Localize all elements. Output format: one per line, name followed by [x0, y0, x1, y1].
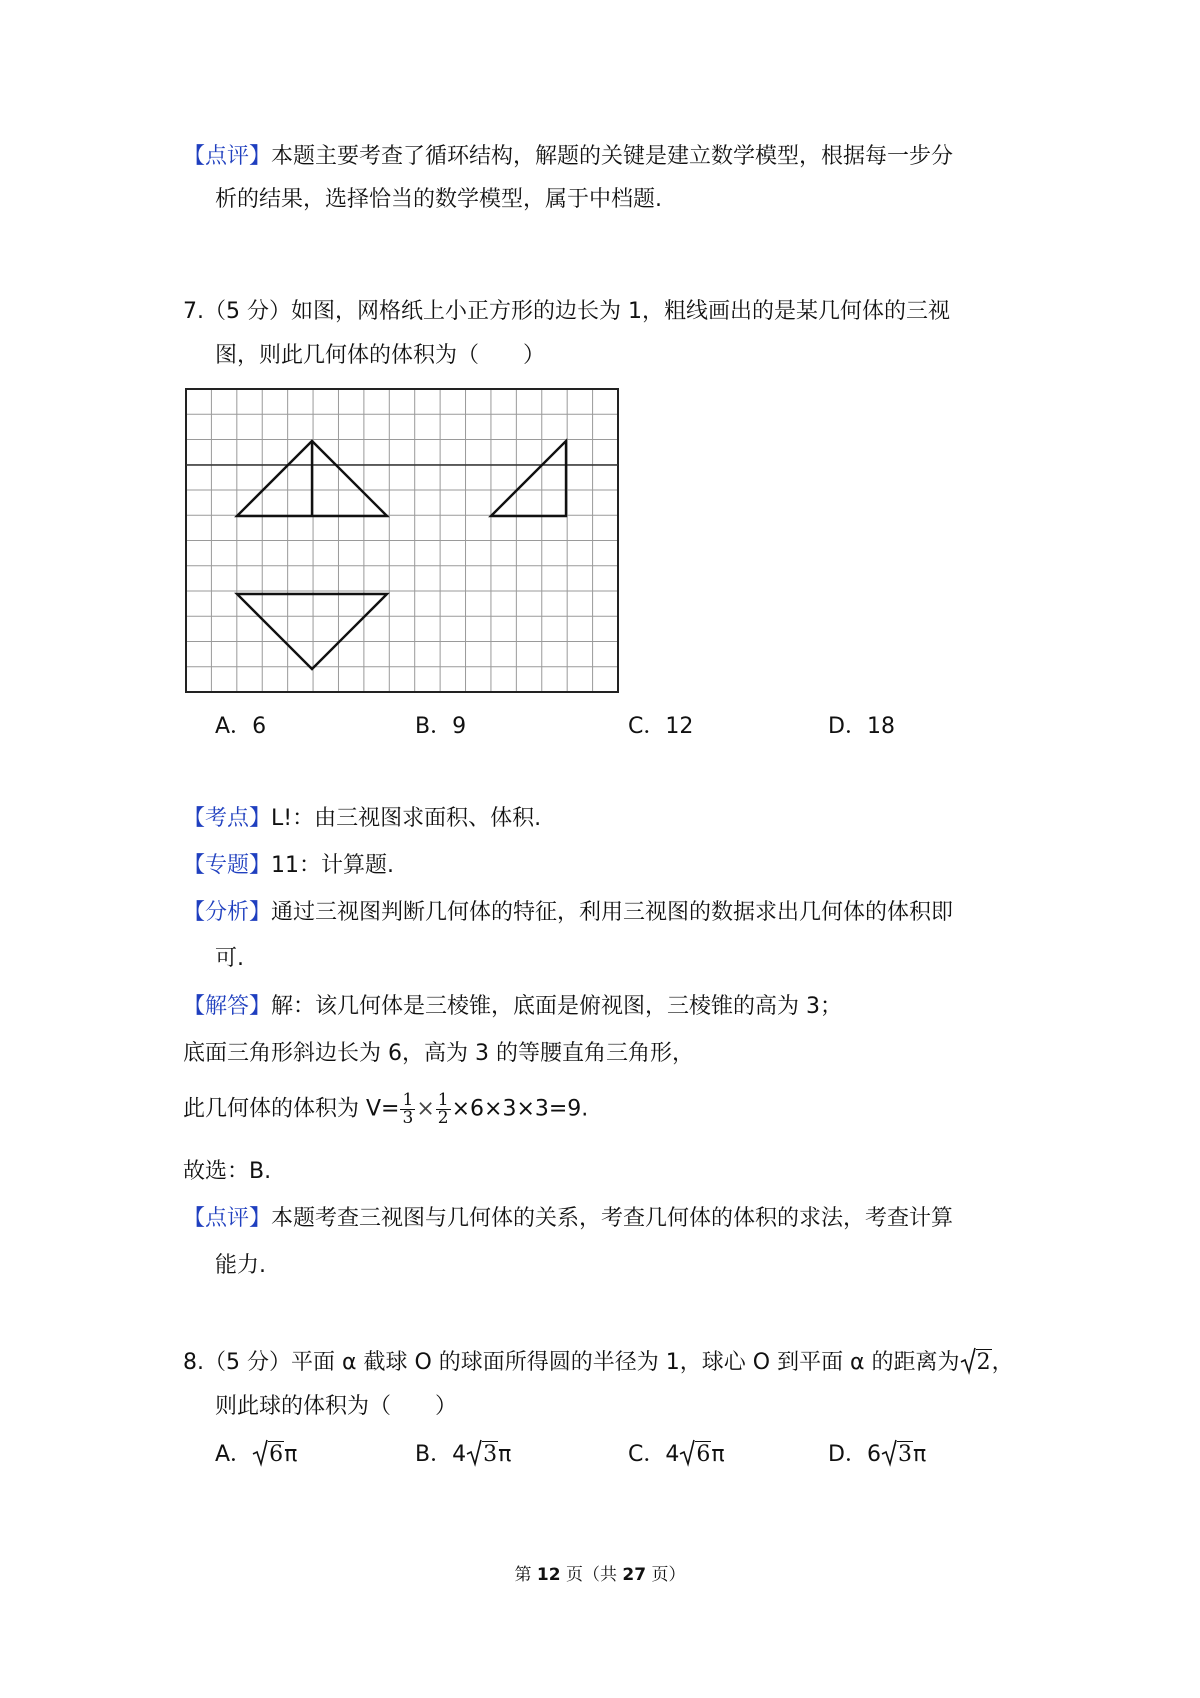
q7-fenxi-line2: 可.: [215, 946, 244, 971]
prev-comment-tag: 【点评】: [183, 144, 272, 169]
q7-kaodian: 【考点】L!：由三视图求面积、体积.: [183, 806, 542, 831]
three-view-grid-figure: [185, 388, 619, 694]
radical-sign-icon: [960, 1345, 976, 1375]
q7-stem-line1: 7.（5 分）如图，网格纸上小正方形的边长为 1，粗线画出的是某几何体的三视: [183, 299, 950, 324]
kaodian-tag: 【考点】: [183, 806, 272, 831]
q8-option-c[interactable]: C．4 6π: [628, 1440, 725, 1470]
radical-sign-icon: [466, 1437, 482, 1467]
fenxi-tag: 【分析】: [183, 900, 272, 925]
q7-jieda-line3: 此几何体的体积为 V= $\frac{1}{3}$ × $\frac{1}{2}$ ×6×3×3=9.: [183, 1090, 589, 1128]
prev-comment-line2: 析的结果，选择恰当的数学模型，属于中档题.: [215, 187, 662, 212]
zhuanti-tag: 【专题】: [183, 853, 272, 878]
q8-stem-line1: 8.（5 分）平面 α 截球 O 的球面所得圆的半径为 1，球心 O 到平面 α 的距离为 2，: [183, 1348, 1014, 1378]
radical-sign-icon: [252, 1437, 268, 1467]
q7-option-d[interactable]: D．18: [828, 714, 895, 739]
sqrt-symbol: 6: [252, 1440, 284, 1470]
q8-option-b[interactable]: B．4 3π: [415, 1440, 511, 1470]
total-page-count: 27: [622, 1565, 647, 1585]
times-sign: ×: [416, 1096, 435, 1122]
q7-option-b[interactable]: B．9: [415, 714, 467, 739]
q7-jieda-line1: 【解答】解：该几何体是三棱锥，底面是俯视图，三棱锥的高为 3；: [183, 994, 843, 1019]
q7-jieda-line2: 底面三角形斜边长为 6，高为 3 的等腰直角三角形，: [183, 1041, 694, 1066]
sqrt-symbol: 3: [881, 1440, 913, 1470]
radical-sign-icon: [679, 1437, 695, 1467]
radical-sign-icon: [881, 1437, 897, 1467]
grid-lines: [186, 389, 618, 692]
q7-answer-choice: 故选：B.: [183, 1159, 272, 1184]
fraction-one-half: $\frac{1}{2}$: [437, 1090, 449, 1128]
prev-comment-line1: 【点评】本题主要考查了循环结构，解题的关键是建立数学模型，根据每一步分: [183, 144, 954, 169]
top-view-triangle: [237, 594, 387, 669]
q7-option-a[interactable]: A．6: [215, 714, 267, 739]
q7-dianping-line2: 能力.: [215, 1253, 266, 1278]
q7-dianping-line1: 【点评】本题考查三视图与几何体的关系，考查几何体的体积的求法，考查计算: [183, 1206, 954, 1231]
current-page-number: 12: [536, 1565, 561, 1585]
jieda-tag: 【解答】: [183, 994, 272, 1019]
side-view-triangle: [491, 441, 566, 516]
q8-stem-line2: 则此球的体积为（ ）: [215, 1394, 458, 1419]
q7-stem-line2: 图，则此几何体的体积为（ ）: [215, 343, 546, 368]
q7-option-c[interactable]: C．12: [628, 714, 694, 739]
q8-option-d[interactable]: D．6 3π: [828, 1440, 926, 1470]
q8-option-a[interactable]: A． 6π: [215, 1440, 297, 1470]
page-footer: 第 12 页（共 27 页）: [514, 1565, 686, 1585]
fraction-one-third: $\frac{1}{3}$: [402, 1090, 414, 1128]
sqrt-symbol: 2: [960, 1348, 992, 1378]
q7-zhuanti: 【专题】11：计算题.: [183, 853, 395, 878]
sqrt-symbol: 3: [466, 1440, 498, 1470]
sqrt-symbol: 6: [679, 1440, 711, 1470]
q7-fenxi-line1: 【分析】通过三视图判断几何体的特征，利用三视图的数据求出几何体的体积即: [183, 900, 954, 925]
dianping-tag: 【点评】: [183, 1206, 272, 1231]
